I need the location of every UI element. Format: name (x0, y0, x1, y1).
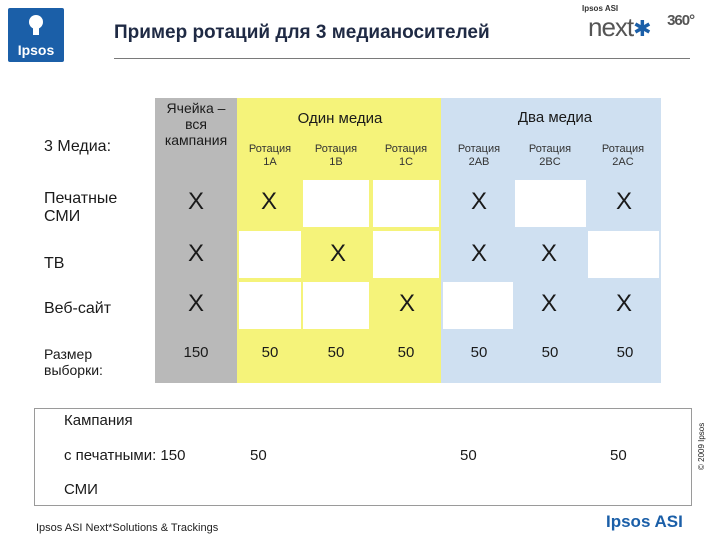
mark-web-1c: X (398, 290, 415, 317)
mark-print-2ab: X (470, 188, 487, 215)
brand-asi-label: Ipsos ASI (582, 4, 619, 13)
brand-next-text: next (588, 12, 634, 42)
campaign-print-line: с печатными: 150 (64, 447, 186, 464)
empty-cell (588, 231, 659, 278)
header-two-media: Два медиа (517, 109, 593, 126)
mark-print-1a: X (260, 188, 277, 215)
column-header-2ac: Ротация 2AC (601, 143, 645, 168)
sample-size-2ab: 50 (470, 344, 488, 361)
mark-web-2bc: X (540, 290, 557, 317)
empty-cell (373, 231, 439, 278)
empty-cell (515, 180, 586, 227)
brand-360-text: 360° (667, 12, 695, 29)
sample-size-1b: 50 (327, 344, 345, 361)
header-cell-all: Ячейка – вся кампания (164, 100, 228, 148)
empty-cell (239, 231, 301, 278)
row-label-print: Печатные СМИ (44, 190, 118, 225)
sample-size-1a: 50 (261, 344, 279, 361)
mark-tv-2ab: X (470, 240, 487, 267)
sample-size-2bc: 50 (541, 344, 559, 361)
column-header-2bc: Ротация 2BC (528, 143, 572, 168)
column-header-2ab: Ротация 2AB (457, 143, 501, 168)
empty-cell (443, 282, 513, 329)
ipsos-logo (8, 8, 64, 62)
empty-cell (303, 282, 369, 329)
ipsos-head-icon (26, 14, 46, 36)
mark-tv-all: X (187, 240, 204, 267)
ipsos-logo-text: Ipsos (17, 42, 55, 58)
campaign-value-1: 50 (250, 447, 267, 464)
header-one-media: Один медиа (297, 110, 383, 127)
row-label-web: Веб-сайт (44, 300, 112, 317)
row-label-tv: ТВ (44, 255, 65, 272)
campaign-value-3: 50 (610, 447, 627, 464)
column-header-1a: Ротация 1A (248, 143, 292, 168)
copyright-text: © 2009 Ipsos (697, 422, 706, 470)
page-title: Пример ротаций для 3 медианосителей (114, 22, 490, 43)
campaign-print-line2: СМИ (64, 481, 98, 498)
mark-print-2ac: X (615, 188, 632, 215)
empty-cell (239, 282, 301, 329)
mark-tv-2bc: X (540, 240, 557, 267)
sample-size-all: 150 (183, 344, 209, 361)
campaign-value-2: 50 (460, 447, 477, 464)
row-label-sample: Размер выборки: (44, 346, 103, 378)
mark-tv-1b: X (329, 240, 346, 267)
title-divider (114, 58, 690, 59)
corner-label: 3 Медиа: (44, 138, 112, 155)
mark-web-2ac: X (615, 290, 632, 317)
column-header-1b: Ротация 1B (314, 143, 358, 168)
next360-logo (588, 12, 695, 43)
campaign-label: Кампания (64, 412, 133, 429)
footer-left-text: Ipsos ASI Next*Solutions & Trackings (36, 522, 219, 534)
footer-ipsos-asi-logo: Ipsos ASI (606, 512, 683, 531)
sample-size-1c: 50 (397, 344, 415, 361)
sample-size-2ac: 50 (616, 344, 634, 361)
star-icon: ✱ (633, 16, 651, 41)
column-header-1c: Ротация 1C (384, 143, 428, 168)
empty-cell (373, 180, 439, 227)
mark-web-all: X (187, 290, 204, 317)
mark-print-all: X (187, 188, 204, 215)
empty-cell (303, 180, 369, 227)
